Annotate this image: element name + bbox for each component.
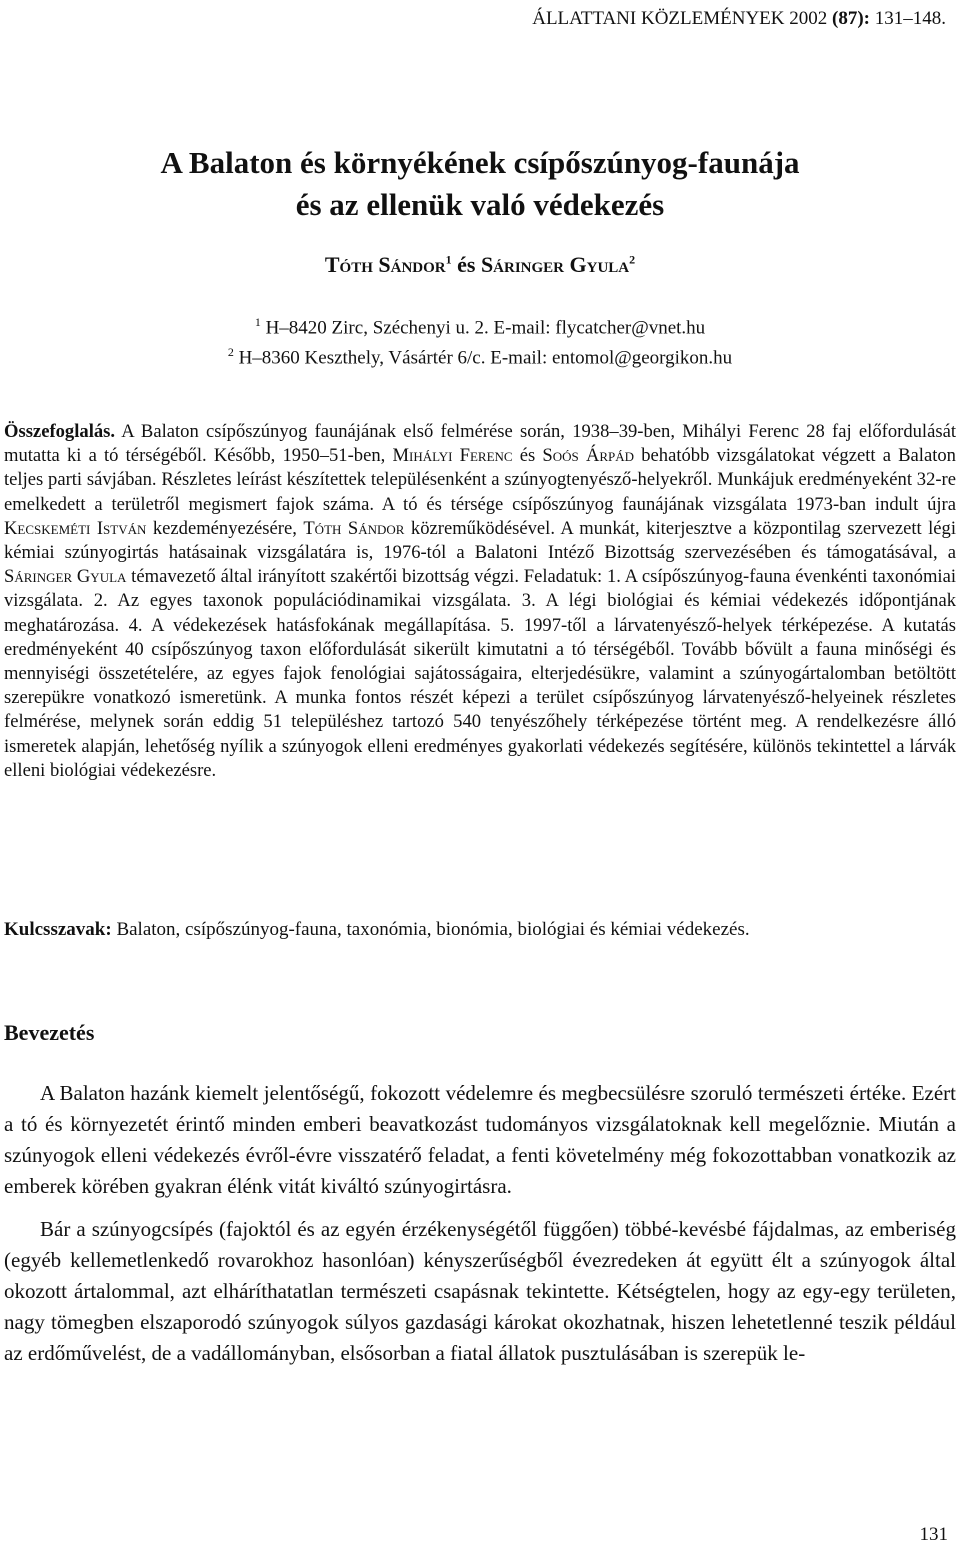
section-heading: Bevezetés [4, 1020, 95, 1045]
journal-citation [532, 8, 946, 30]
abstract-name-4: Tóth Sándor [303, 517, 405, 539]
abstract-name-1: Mihályi Ferenc [392, 445, 513, 467]
author-2: Sáringer Gyula [480, 252, 630, 277]
affiliation-2-mark: 2 [227, 345, 234, 360]
title-line-1: A Balaton és környékének csípőszúnyog-faunája [160, 145, 800, 180]
author-list [0, 252, 960, 278]
page-number: 131 [919, 1524, 948, 1545]
keywords-text: Balaton, csípőszúnyog-fauna, taxonómia, bionómia, biológiai és kémiai védekezés. [111, 919, 750, 940]
keywords-label: Kulcsszavak: [4, 919, 112, 940]
abstract-text-1: A Balaton csípőszúnyog faunájának első felmérése során, 1938–39-ben, Mihályi Ferenc 28 faj előfordulását mutatta ki a tó térségéből. Később, 1950–51-ben, [4, 421, 956, 467]
abstract-name-2: Soós Árpád [542, 445, 635, 467]
author-2-affil: 2 [629, 252, 636, 267]
abstract-text-4: kezdeményezésére, [146, 517, 304, 539]
affiliations [0, 310, 960, 371]
author-1: Tóth Sándor [324, 252, 446, 277]
author-conjunction: és [457, 252, 476, 277]
abstract-text-6: témavezető által irányított szakértői bizottság végzi. Feladatuk: 1. A csípőszúnyog-fauna évenkénti taxonómiai vizsgálata. 2. Az egyes taxonok populációdinamikai vizsgálata. 3. A légi biológiai és kémiai védekezés időpontjának meghatározása. 4. A védekezések hatásfokának megállapítása. 5. 1997-től a lárvatenyésző-helyek térképezése. A kutatás eredményeként 40 csípőszúnyog taxon előfordulását sikerült kimutatni a tó térségéből. Tovább bővült a fauna minőségi és mennyiségi összetételére, az egyes fajok fenológiai sajátosságaira, elterjedésükre, valamint a szúnyogártalomban betöltött szerepükre vonatkozó ismeretünk. A munka fontos részét képezi a terület csípőszúnyog lárvatenyésző-helyeinek részletes felmérése, melynek során eddig 51 településhez tartozó 540 tenyészőhely térképezése történt meg. A rendelkezésre álló ismeretek alapján, lehetőség nyílik a szúnyogok elleni eredményes gyakorlati védekezés segítésére, különös tekintettel a lárvák elleni biológiai védekezésre. [4, 566, 956, 781]
affiliation-1-text: H–8420 Zirc, Széchenyi u. 2. E-mail: flycatcher@vnet.hu [265, 317, 706, 339]
abstract-name-5: Sáringer Gyula [4, 566, 127, 588]
affiliation-2-text: H–8360 Keszthely, Vásártér 6/c. E-mail: entomol@georgikon.hu [238, 347, 733, 369]
abstract-text-2: és [512, 445, 543, 467]
abstract-name-3: Kecskeméti István [4, 517, 147, 539]
intro-body [4, 1078, 956, 1369]
journal-name: ÁLLATTANI KÖZLEMÉNYEK 2002 [532, 8, 828, 29]
abstract-text-3: behatóbb vizsgálatokat végzett a Balaton teljes parti sávjában. Részletes leírást készítettek településenként a szúnyogtenyésző-helyekről. Munkájuk eredményeként 32-re emelkedett a területről megismert fajok száma. A tó és térsége csípőszúnyog faunájának vizsgálata 1973-ban indult újra [4, 445, 956, 515]
intro-paragraph: Bár a szúnyogcsípés (fajoktól és az egyén érzékenységétől függően) többé-kevésbé fájdalmas, az emberiség (egyéb kellemetlenkedő rovarokhoz hasonlóan) kényszerűségből évezredeken át együtt élt a szúnyogok által okozott ártalommal, azt elháríthatatlan természeti csapásnak tekintette. Kétségtelen, hogy az egy-egy területen, nagy tömegben elszaporodó szúnyogok súlyos gazdasági károkat okozhatnak, hiszen lehetetlenné teszik például az erdőművelést, de a vadállományban, elsősorban a fiatal állatok pusztulásában is szerepük le- [4, 1217, 956, 1365]
title-line-2: és az ellenük való védekezés [295, 187, 665, 222]
keywords [4, 919, 956, 941]
affiliation-1 [0, 310, 960, 340]
abstract-label: Összefoglalás. [4, 421, 116, 442]
journal-pages: 131–148. [874, 8, 946, 29]
paper-title [0, 142, 960, 226]
intro-paragraph: A Balaton hazánk kiemelt jelentőségű, fokozott védelemre és megbecsülésre szoruló természeti értéke. Ezért a tó és környezetét érintő minden emberi beavatkozást tudományos vizsgálatoknak kell megelőznie. Miután a szúnyogok elleni védekezés évről-évre visszatérő feladat, a fenti követelmény még fokozottabban vonatkozik az emberek körében gyakran élénk vitát kiváltó szúnyogirtásra. [4, 1081, 956, 1198]
journal-volume: (87): [832, 8, 870, 29]
affiliation-1-mark: 1 [254, 315, 261, 329]
abstract-text-5: közreműködésével. A munkát, kiterjesztve a központilag szervezett légi kémiai szúnyogirtás hatásainak vizsgálatára is, 1976-tól a Balatoni Intéző Bizottság szervezésében és támogatásával, a [4, 517, 957, 564]
affiliation-2 [0, 340, 960, 370]
abstract [4, 420, 956, 783]
author-1-affil: 1 [445, 252, 452, 267]
